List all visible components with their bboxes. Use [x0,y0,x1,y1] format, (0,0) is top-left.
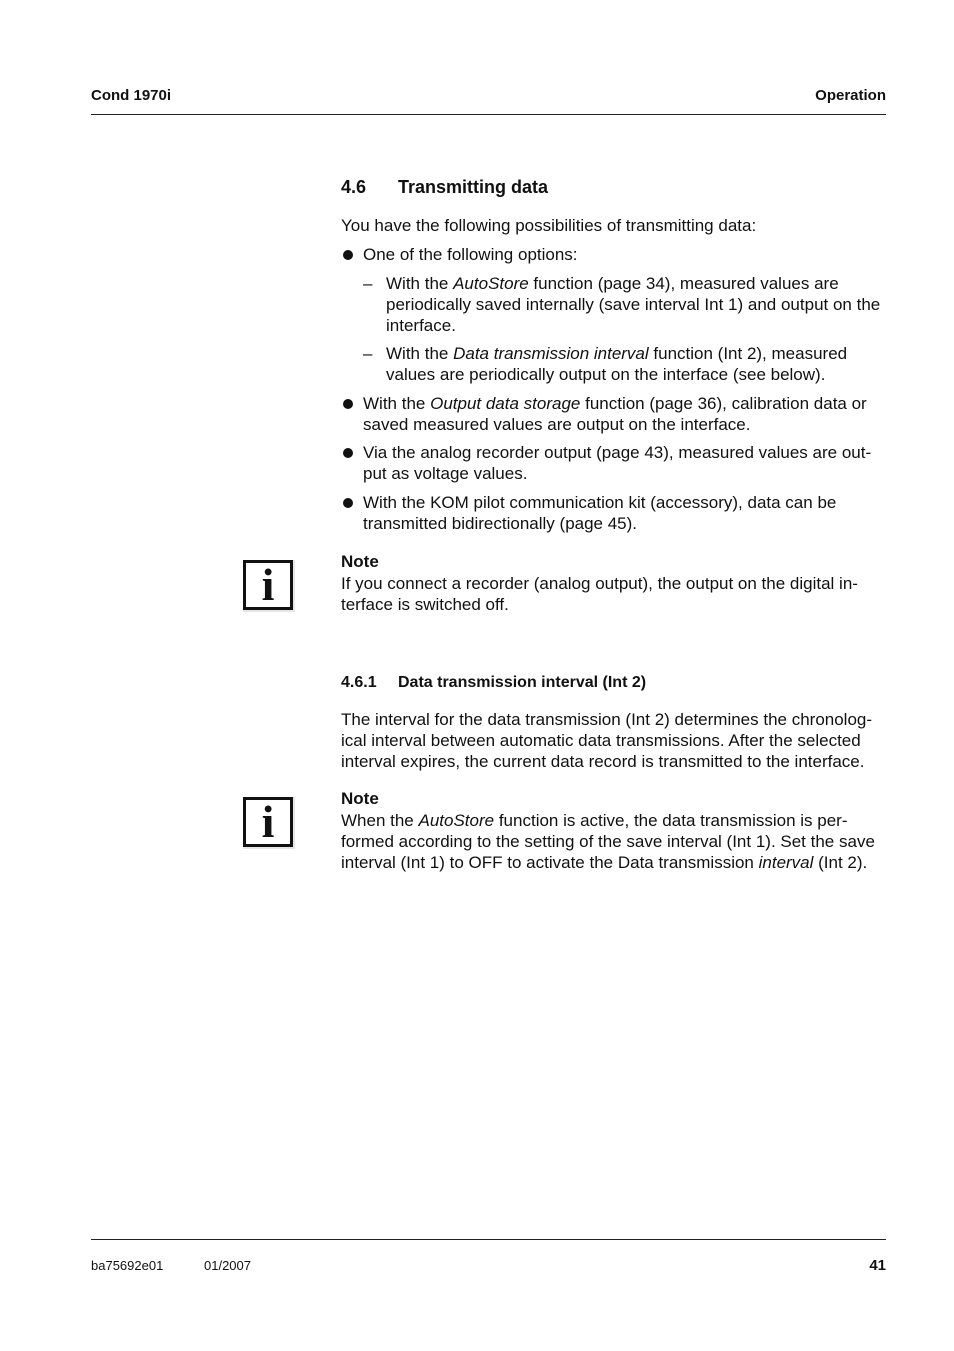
section-intro: You have the following possibilities of transmitting data: [341,216,757,235]
bullet-item [341,442,891,484]
section-number: 4.6 [341,177,367,197]
subsection-heading [341,674,646,692]
bullet-item [341,393,891,435]
dash-text: With the Data transmission interval function (Int 2), measured values are periodically output on the interface (see below). [386,344,848,384]
footer-rule [91,1239,886,1240]
bullet-text: Via the analog recorder output (page 43), measured values are out-put as voltage values. [363,443,872,483]
section-heading [341,177,548,198]
bullet-dot-icon [343,498,353,508]
info-icon: i [243,797,295,849]
subsection-body: The interval for the data transmission (Int 2) determines the chronolog-ical interval between automatic data transmissions. After the selected interval expires, the current data record is transmitted to the interface. [341,710,873,771]
note-text: If you connect a recorder (analog output), the output on the digital in-terface is switched off. [341,574,858,614]
subsection-title: Data transmission interval (Int 2) [398,674,647,691]
dash-marker: – [363,344,373,363]
document-code: ba75692e01 [91,1258,164,1273]
bullet-text: With the KOM pilot communication kit (accessory), data can be transmitted bidirectionally (page 45). [363,493,837,533]
note-title: Note [341,552,379,571]
bullet-dot-icon [343,448,353,458]
bullet-dot-icon [343,399,353,409]
page-number: 41 [869,1257,886,1274]
dash-item [363,273,891,336]
running-header-chapter: Operation [815,87,886,104]
dash-text: With the AutoStore function (page 34), measured values are periodically saved internally (save interval Int 1) and output on the interface. [386,274,881,335]
bullet-text: One of the following options: [363,245,578,264]
dash-marker: – [363,274,373,293]
note-text: When the AutoStore function is active, the data transmission is per-formed according to the setting of the save interval (Int 1). Set the save interval (Int 1) to OFF to activate the Data transmission interval (Int 2). [341,811,875,872]
dash-item [363,343,891,385]
note-title: Note [341,789,379,808]
bullet-dot-icon [343,250,353,260]
bullet-item [341,244,891,265]
section-title: Transmitting data [398,177,549,197]
bullet-item [341,492,891,534]
header-rule [91,114,886,115]
bullet-text: With the Output data storage function (page 36), calibration data or saved measured values are output on the interface. [363,394,867,434]
info-icon: i [243,560,295,612]
running-header-title: Cond 1970i [91,87,172,104]
subsection-number: 4.6.1 [341,674,377,691]
document-date: 01/2007 [204,1258,251,1273]
